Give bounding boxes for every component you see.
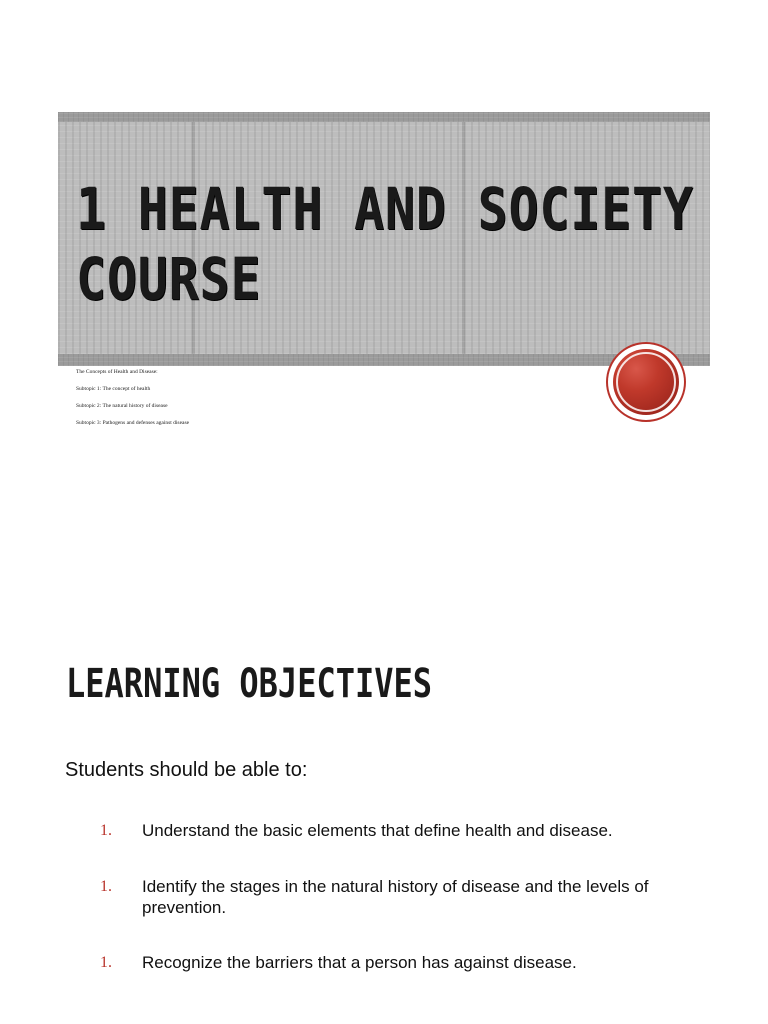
objective-text: Identify the stages in the natural history of disease and the levels of prevention. — [142, 877, 649, 917]
subtopic-item: Subtopic 1: The concept of health — [76, 386, 151, 392]
list-number: 1. — [100, 822, 112, 839]
subtopic-item: Subtopic 3: Pathogens and defenses against disease — [76, 420, 190, 426]
title-banner — [58, 122, 710, 354]
decorative-red-circle-icon — [608, 344, 684, 420]
objective-text: Understand the basic elements that define health and disease. — [142, 821, 613, 840]
list-number: 1. — [100, 878, 112, 895]
objectives-slide — [0, 600, 768, 1024]
learning-objectives-heading: LEARNING OBJECTIVES — [66, 661, 433, 707]
subtopic-list — [76, 369, 189, 437]
subtopic-item: Subtopic 2: The natural history of disease — [76, 403, 168, 409]
objectives-intro: Students should be able to: — [65, 759, 308, 781]
course-title-line-1: 1 HEALTH AND SOCIETY — [76, 175, 694, 243]
objective-text: Recognize the barriers that a person has against disease. — [142, 953, 577, 972]
subtopic-heading: The Concepts of Health and Disease: — [76, 369, 158, 375]
course-title-line-2: COURSE — [76, 245, 262, 313]
course-title — [76, 174, 710, 314]
red-circle-ring — [616, 352, 676, 412]
list-number: 1. — [100, 954, 112, 971]
